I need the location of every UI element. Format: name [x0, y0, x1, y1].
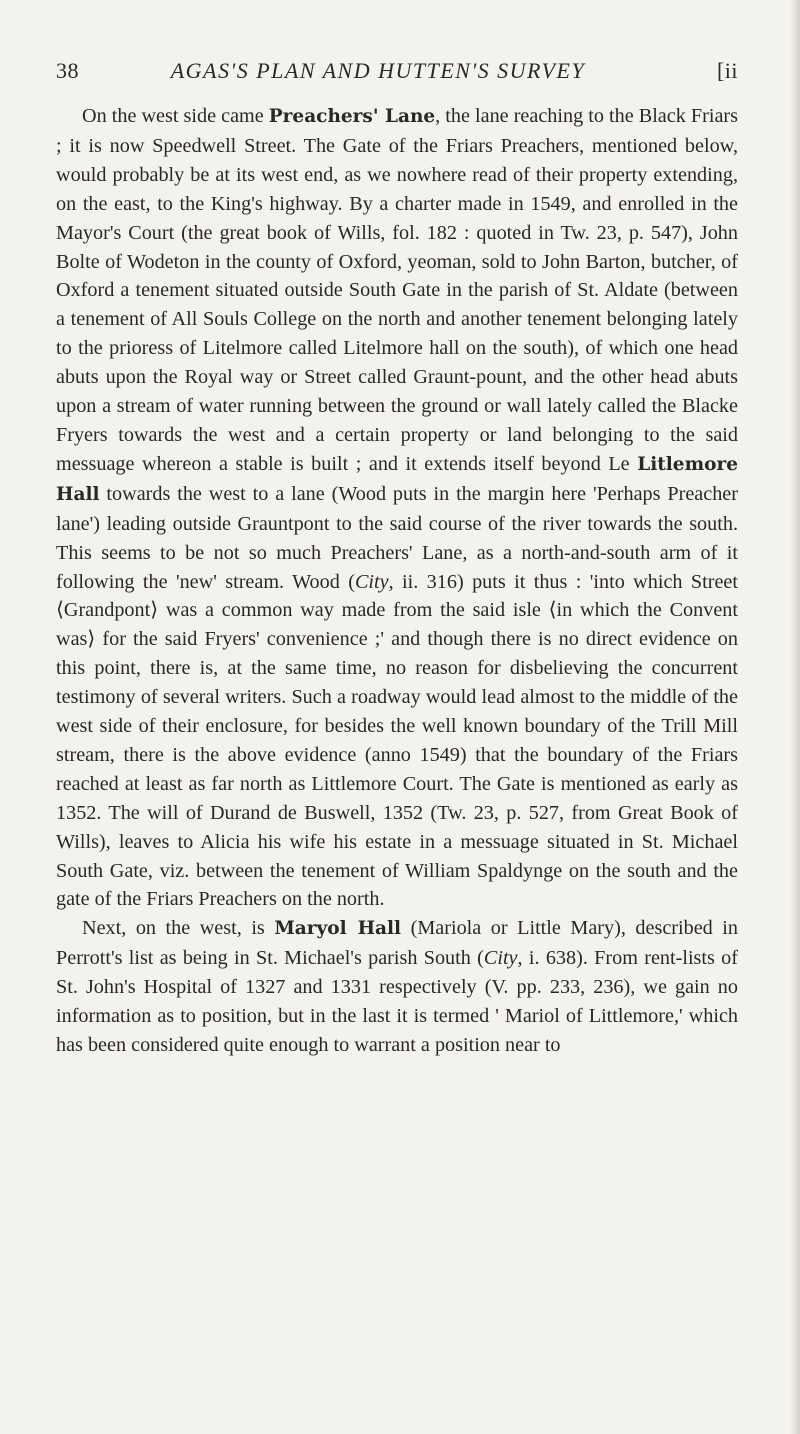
- term-preachers-lane: Preachers' Lane: [268, 106, 436, 127]
- paragraph-maryol-hall: [56, 914, 738, 1060]
- citation-city: City: [483, 947, 518, 970]
- text-run: On the west side came: [82, 105, 269, 127]
- section-mark: [ii: [716, 58, 738, 83]
- term-litlemore-hall: Litlemore Hall: [56, 453, 738, 505]
- text-run: , ii. 316) puts it thus : 'into which Street ⟨Grandpont⟩ was a common way made from the said isle ⟨in which the Convent was⟩ for the said Fryers' convenience ;' and though there is no direct evidence on this point, there is, at the same time, no reason for disbelieving the concurrent testimony of several writers. Such a roadway would lead almost to the middle of the west side of their enclosure, for besides the well known boundary of the Trill Mill stream, there is the above evidence (anno 1549) that the boundary of the Friars reached at least as far north as Littlemore Court. The Gate is mentioned as early as 1352. The will of Durand de Buswell, 1352 (Tw. 23, p. 527, from Great Book of Wills), leaves to Alicia his wife his estate in a messuage situated in St. Michael South Gate, viz. between the tenement of William Spaldynge on the south and the gate of the Friars Preachers on the north.: [56, 570, 738, 911]
- citation-city: City: [354, 570, 389, 593]
- page-edge-shadow: [790, 0, 800, 1434]
- text-run: (Mariola or Little Mary), described in Perrott's list as being in St. Michael's parish South (: [56, 917, 738, 970]
- page-number: 38: [56, 58, 79, 83]
- text-run: , the lane reaching to the Black Friars ; it is now Speedwell Street. The Gate of the Friars Preachers, mentioned below, would probably be at its west end, as we nowhere read of their property extending, on the east, to the King's highway. By a charter made in 1549, and enrolled in the Mayor's Court (the great book of Wills, fol. 182 : quoted in Tw. 23, p. 547), John Bolte of Wodeton in the county of Oxford, yeoman, sold to John Barton, butcher, of Oxford a tenement situated outside South Gate in the parish of St. Aldate (between a tenement of All Souls College on the north and another tenement belonging lately to the prioress of Litelmore called Litelmore hall on the south), of which one head abuts upon the Royal way or Street called Graunt-pount, and the other head abuts upon a stream of water running between the ground or wall lately called the Blacke Fryers towards the west and a certain property or land belonging to the said messuage whereon a stable is built ; and it extends itself beyond Le: [56, 105, 738, 475]
- running-title: AGAS'S PLAN AND HUTTEN'S SURVEY: [170, 58, 586, 83]
- paragraph-preachers-lane: [56, 102, 738, 914]
- text-run: , i. 638). From rent-lists of St. John's Hospital of 1327 and 1331 respectively (V. pp. 233, 236), we gain no information as to position, but in the last it is termed ' Mariol of Littlemore,' which has been considered quite enough to warrant a position near to: [56, 947, 738, 1056]
- term-maryol-hall: Maryol Hall: [274, 918, 402, 940]
- text-run: Next, on the west, is: [82, 917, 275, 940]
- running-head: [56, 58, 738, 84]
- body-text: [56, 102, 738, 1060]
- text-run: towards the west to a lane (Wood puts in the margin here 'Perhaps Preacher lane') leading outside Grauntpont to the said course of the river towards the south. This seems to be not so much Preachers' Lane, as a north-and-south arm of it following the 'new' stream. Wood (: [56, 482, 738, 593]
